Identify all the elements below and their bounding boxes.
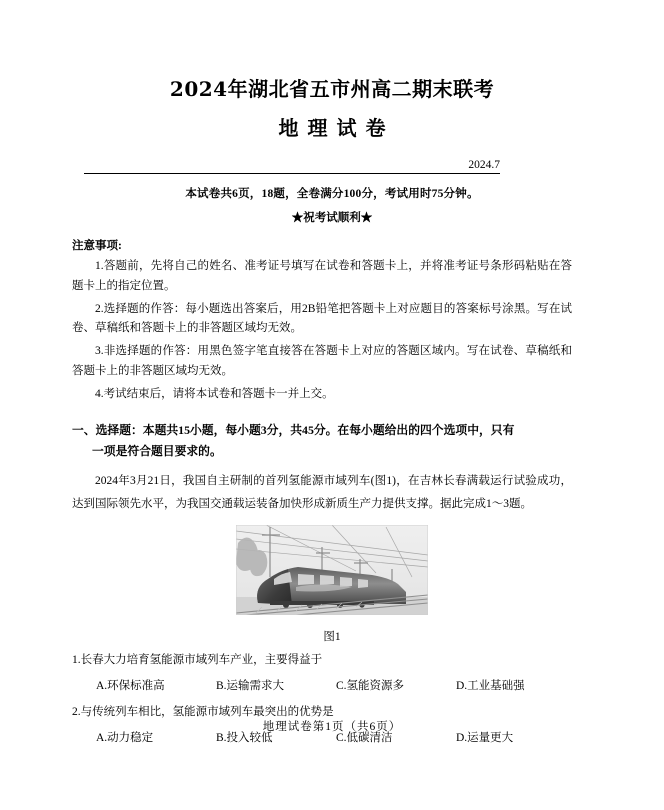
option-c[interactable]: C.低碳清洁 <box>336 731 393 744</box>
page-title: 2024年湖北省五市州高二期末联考 <box>169 77 495 101</box>
option-a[interactable]: A.环保标准高 <box>96 679 165 692</box>
note-item: 3.非选择题的作答：用黑色签字笔直接答在答题卡上对应的答题区域内。写在试卷、草稿纸和答题卡上的非答题区域均无效。 <box>72 345 572 377</box>
train-photo <box>236 525 428 615</box>
option-b[interactable]: B.投入较低 <box>216 731 273 744</box>
option-c[interactable]: C.氢能资源多 <box>336 679 405 692</box>
section-heading-line-1: 一、选择题：本题共15小题，每小题3分，共45分。在每小题给出的四个选项中，只有 <box>72 423 515 438</box>
page-footer: 地理试卷第1页（共6页） <box>262 721 402 733</box>
figure-1 <box>0 525 664 644</box>
section-heading <box>72 420 572 462</box>
note-item: 2.选择题的作答：每小题选出答案后，用2B铅笔把答题卡上对应题目的答案标号涂黑。写在试卷、草稿纸和答题卡上的非答题区域均无效。 <box>72 302 572 335</box>
exam-wish-line: ★祝考试顺利★ <box>291 212 373 224</box>
question-options <box>72 677 582 697</box>
question-passage: 2024年3月21日，我国自主研制的首列氢能源市域列车(图1)，在吉林长春满载运行试验成功，达到国际领先水平，为我国交通载运装备加快形成新质生产力提供支撑。据此完成1～3题。 <box>72 475 572 510</box>
subject-title: 地理试卷 <box>278 116 395 140</box>
option-d[interactable]: D.运量更大 <box>456 731 514 744</box>
note-item: 4.考试结束后，请将本试卷和答题卡一并上交。 <box>95 387 334 400</box>
train-photo-illustration <box>236 525 428 615</box>
exam-info-line: 本试卷共6页，18题，全卷满分100分，考试用时75分钟。 <box>185 188 479 200</box>
exam-date: 2024.7 <box>468 159 500 171</box>
header-divider <box>84 173 500 174</box>
section-heading-line-2: 一项是符合题目要求的。 <box>92 444 222 459</box>
notes-section <box>72 237 572 404</box>
option-b[interactable]: B.运输需求大 <box>216 679 285 692</box>
notes-title: 注意事项: <box>72 240 122 252</box>
figure-caption: 图1 <box>323 631 341 644</box>
question-stem: 2.与传统列车相比，氢能源市域列车最突出的优势是 <box>72 706 334 719</box>
question-stem: 1.长春大力培育氢能源市域列车产业，主要得益于 <box>72 654 323 667</box>
question-1 <box>72 651 582 696</box>
note-item: 1.答题前，先将自己的姓名、准考证号填写在试卷和答题卡上，并将准考证号条形码粘贴在答题卡上的指定位置。 <box>72 260 572 292</box>
option-a[interactable]: A.动力稳定 <box>96 731 154 744</box>
option-d[interactable]: D.工业基础强 <box>456 679 525 692</box>
